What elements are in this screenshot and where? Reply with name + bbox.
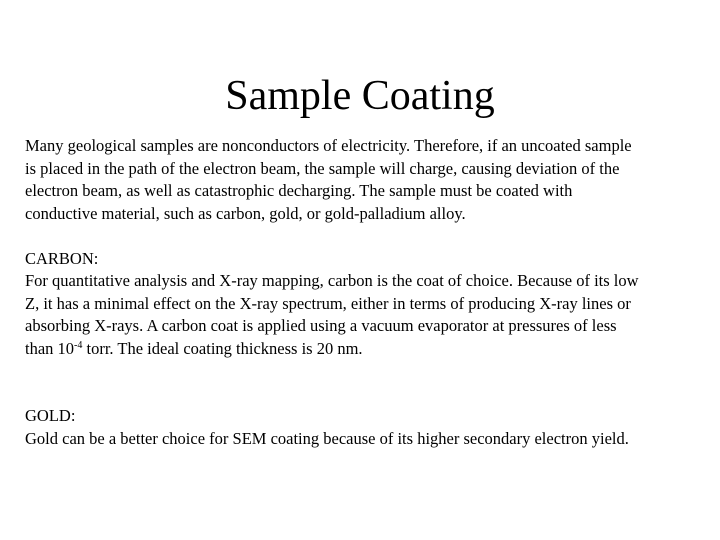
- intro-paragraph: [25, 135, 705, 225]
- intro-line: electron beam, as well as catastrophic decharging. The sample must be coated with: [25, 181, 573, 200]
- intro-line: Many geological samples are nonconductors of electricity. Therefore, if an uncoated sample: [25, 136, 632, 155]
- carbon-heading: CARBON:: [25, 248, 99, 268]
- gold-line: Gold can be a better choice for SEM coating because of its higher secondary electron yield.: [25, 428, 629, 448]
- pressure-exponent: -4: [74, 339, 83, 351]
- carbon-line: Z, it has a minimal effect on the X-ray spectrum, either in terms of producing X-ray lines or: [25, 293, 631, 313]
- intro-line: is placed in the path of the electron beam, the sample will charge, causing deviation of the: [25, 158, 620, 178]
- carbon-line: absorbing X-rays. A carbon coat is applied using a vacuum evaporator at pressures of less: [25, 316, 617, 335]
- carbon-line: For quantitative analysis and X-ray mapping, carbon is the coat of choice. Because of its low: [25, 271, 639, 290]
- gold-paragraph: [25, 405, 705, 450]
- paragraph-spacer: [25, 360, 705, 405]
- paragraph-spacer: [25, 225, 705, 248]
- intro-line: conductive material, such as carbon, gold, or gold-palladium alloy.: [25, 203, 466, 223]
- carbon-paragraph: [25, 248, 705, 361]
- slide-title: Sample Coating: [225, 73, 495, 119]
- gold-heading: GOLD:: [25, 406, 76, 425]
- slide-body: [25, 135, 705, 450]
- carbon-last-line-prefix: than 10: [25, 338, 75, 358]
- carbon-last-line-suffix: torr. The ideal coating thickness is 20 nm.: [82, 338, 363, 358]
- carbon-last-line: [25, 338, 705, 361]
